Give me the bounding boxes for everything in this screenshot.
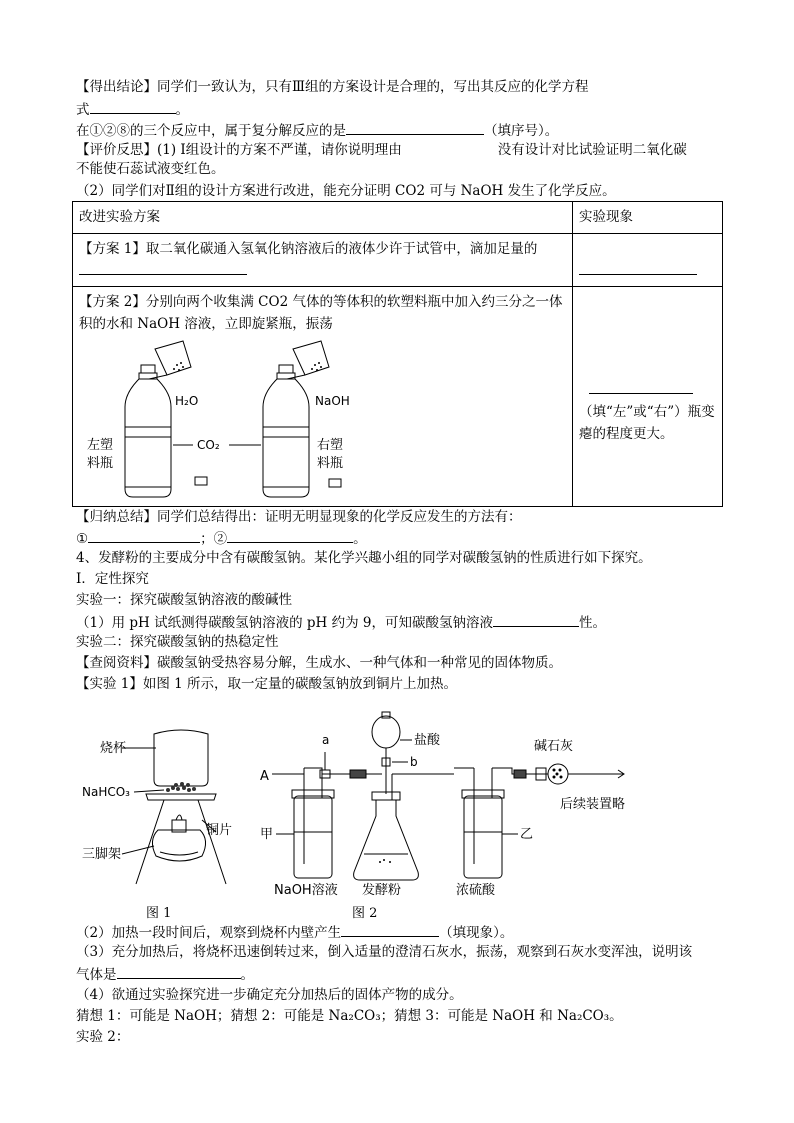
gas-line bbox=[76, 943, 692, 961]
improve-line bbox=[76, 182, 616, 200]
fig1-caption: 图 1 bbox=[146, 906, 172, 921]
period2: 。 bbox=[353, 531, 367, 547]
tripod-legs bbox=[136, 800, 226, 884]
info-text: 【查阅资料】碳酸氢钠受热容易分解，生成水、一种气体和一种常见的固体物质。 bbox=[76, 655, 562, 671]
method1-blank[interactable] bbox=[88, 528, 200, 543]
label-a: a bbox=[322, 733, 330, 747]
label-left-2: 料瓶 bbox=[87, 456, 114, 471]
lamp bbox=[152, 830, 205, 861]
label-powder: 发酵粉 bbox=[362, 883, 402, 898]
exp2-line-final bbox=[76, 1028, 129, 1046]
reflection-text: 【评价反思】(1) Ⅰ组设计的方案不严谨，请你说明理由 bbox=[76, 142, 402, 158]
ph-blank[interactable] bbox=[493, 612, 579, 627]
qualitative-title: Ⅰ．定性探究 bbox=[76, 571, 149, 587]
exp1-title: 实验一：探究碳酸氢钠溶液的酸碱性 bbox=[76, 592, 292, 608]
reflection-answer: 没有设计对比试验证明二氧化碳 bbox=[497, 142, 687, 158]
header-plan: 改进实验方案 bbox=[73, 202, 573, 234]
guess-line bbox=[76, 1007, 623, 1025]
plan2-text-b: 积的水和 NaOH 溶液，立即旋紧瓶，振荡 bbox=[79, 316, 333, 332]
methods-line bbox=[76, 528, 367, 548]
experiment-table bbox=[72, 201, 723, 507]
label-jia: 甲 bbox=[260, 827, 274, 842]
reaction-blank[interactable] bbox=[346, 120, 484, 135]
label-co2: CO₂ bbox=[197, 438, 220, 452]
exp2-label: 实验 2： bbox=[76, 1029, 130, 1045]
exp2-title: 实验二：探究碳酸氢钠的热稳定性 bbox=[76, 634, 279, 650]
exp2-line bbox=[76, 633, 279, 651]
soda-lime-dots bbox=[553, 769, 563, 779]
reflection-line bbox=[76, 141, 687, 159]
equation-label: 式 bbox=[76, 102, 90, 118]
equation-line bbox=[76, 99, 189, 119]
summary-text: 【归纳总结】同学们总结得出：证明无明显现象的化学反应发生的方法有： bbox=[76, 509, 522, 525]
conclusion-text: 【得出结论】同学们一致认为，只有Ⅲ组的方案设计是合理的，写出其反应的化学方程 bbox=[76, 79, 589, 95]
fig1-copper-label: 铜片 bbox=[206, 823, 233, 838]
guess-text: 猜想 1：可能是 NaOH；猜想 2：可能是 Na₂CO₃；猜想 3：可能是 NaOH 和 Na₂CO₃。 bbox=[76, 1008, 623, 1024]
bottles-figure bbox=[79, 337, 379, 502]
reaction-line bbox=[76, 120, 558, 140]
qualitative-line bbox=[76, 570, 149, 588]
plan2-obs-cell bbox=[573, 287, 723, 507]
q4-line bbox=[76, 549, 652, 567]
improve-text: （2）同学们对Ⅱ组的设计方案进行改进，能充分证明 CO2 可与 NaOH 发生了化学反应。 bbox=[76, 183, 616, 199]
plan2-text-a: 【方案 2】分别向两个收集满 CO2 气体的等体积的软塑料瓶中加入约三分之一体 bbox=[79, 294, 563, 310]
observe-text: （2）加热一段时间后，观察到烧杯内壁产生 bbox=[76, 925, 342, 941]
period: 。 bbox=[175, 102, 189, 118]
method2-blank[interactable] bbox=[227, 528, 353, 543]
gas-blank[interactable] bbox=[117, 964, 241, 979]
label-naoh-solution: NaOH溶液 bbox=[274, 883, 338, 898]
reaction-text: 在①②⑧的三个反应中，属于复分解反应的是 bbox=[76, 123, 346, 139]
fig1-beaker-label: 烧杯 bbox=[100, 741, 127, 756]
fig1-nahco3-label: NaHCO₃ bbox=[82, 785, 130, 799]
ph-line bbox=[76, 612, 606, 632]
ph-suffix: 性。 bbox=[578, 615, 606, 631]
bottle-yi bbox=[464, 796, 502, 878]
info-line bbox=[76, 654, 562, 672]
plan2-obs-blank[interactable] bbox=[589, 379, 693, 394]
plan2-obs-text-b: 瘪的程度更大。 bbox=[579, 426, 674, 442]
powder-dots bbox=[379, 859, 391, 863]
label-h2so4: 浓硫酸 bbox=[456, 883, 496, 898]
method2-label: ；② bbox=[200, 531, 228, 547]
header-observation: 实验现象 bbox=[573, 202, 723, 234]
exp1-instr-line bbox=[76, 675, 457, 693]
plan1-obs-blank[interactable] bbox=[579, 260, 697, 275]
left-bottle bbox=[125, 365, 171, 497]
label-yi: 乙 bbox=[520, 827, 534, 842]
reflection-answer-cont: 不能使石蕊试液变红色。 bbox=[76, 161, 225, 177]
conclusion-line bbox=[76, 78, 589, 96]
label-follow: 后续装置略 bbox=[560, 797, 626, 812]
label-naoh: NaOH bbox=[315, 394, 350, 408]
exp1-instr-text: 【实验 1】如图 1 所示，取一定量的碳酸氢钠放到铜片上加热。 bbox=[76, 676, 458, 692]
method1-label: ① bbox=[76, 531, 89, 547]
plan1-cell bbox=[73, 234, 573, 287]
label-b: b bbox=[410, 755, 418, 769]
q4-text: 4、发酵粉的主要成分中含有碳酸氢钠。某化学兴趣小组的同学对碳酸氢钠的性质进行如下探究。 bbox=[76, 550, 652, 566]
conical-flask bbox=[354, 800, 419, 880]
gas-label: 气体是 bbox=[76, 967, 117, 983]
figure-1 bbox=[76, 722, 246, 922]
label-h2o: H₂O bbox=[175, 394, 199, 408]
plan2-obs-text-a: （填“左”或“右”）瓶变 bbox=[579, 404, 715, 420]
label-left-1: 左塑 bbox=[87, 438, 114, 453]
fig1-tripod-label: 三脚架 bbox=[82, 847, 122, 862]
label-right-2: 料瓶 bbox=[317, 456, 344, 471]
label-A: A bbox=[260, 769, 269, 784]
plan1-text: 【方案 1】取二氧化碳通入氢氧化钠溶液后的液体少许于试管中，滴加足量的 bbox=[79, 241, 538, 257]
label-acid: 盐酸 bbox=[414, 733, 441, 748]
observe-blank[interactable] bbox=[341, 922, 439, 937]
separatory-funnel bbox=[372, 716, 400, 748]
figure-2 bbox=[254, 704, 644, 920]
gas-line2 bbox=[76, 964, 254, 984]
copper-plate bbox=[146, 794, 216, 800]
right-cap bbox=[329, 479, 341, 487]
period3: 。 bbox=[240, 967, 254, 983]
product-line bbox=[76, 986, 463, 1004]
summary-line bbox=[76, 508, 522, 526]
label-right-1: 右塑 bbox=[317, 438, 344, 453]
right-bottle bbox=[263, 365, 309, 497]
fig2-caption: 图 2 bbox=[352, 906, 378, 920]
ph-text: （1）用 pH 试纸测得碳酸氢钠溶液的 pH 约为 9，可知碳酸氢钠溶液 bbox=[76, 615, 493, 631]
left-cap bbox=[195, 477, 207, 485]
plan1-obs-cell bbox=[573, 234, 723, 287]
gas-text: （3）充分加热后，将烧杯迅速倒转过来，倒入适量的澄清石灰水，振荡，观察到石灰水变浑浊，说明该 bbox=[76, 944, 693, 960]
label-soda-lime: 碱石灰 bbox=[534, 739, 574, 754]
beaker-shape bbox=[154, 730, 208, 786]
bottle-jia bbox=[294, 796, 332, 878]
exp1-line bbox=[76, 591, 292, 609]
plan2-cell bbox=[73, 287, 573, 507]
equation-blank[interactable] bbox=[90, 99, 176, 114]
reaction-suffix: （填序号）。 bbox=[484, 123, 559, 139]
product-text: （4）欲通过实验探究进一步确定充分加热后的固体产物的成分。 bbox=[76, 987, 463, 1003]
observe-line bbox=[76, 922, 513, 942]
nahco3-pile bbox=[166, 782, 196, 792]
plan1-blank[interactable] bbox=[79, 260, 247, 275]
reflection-line2 bbox=[76, 160, 225, 178]
observe-suffix: （填现象）。 bbox=[439, 925, 514, 941]
